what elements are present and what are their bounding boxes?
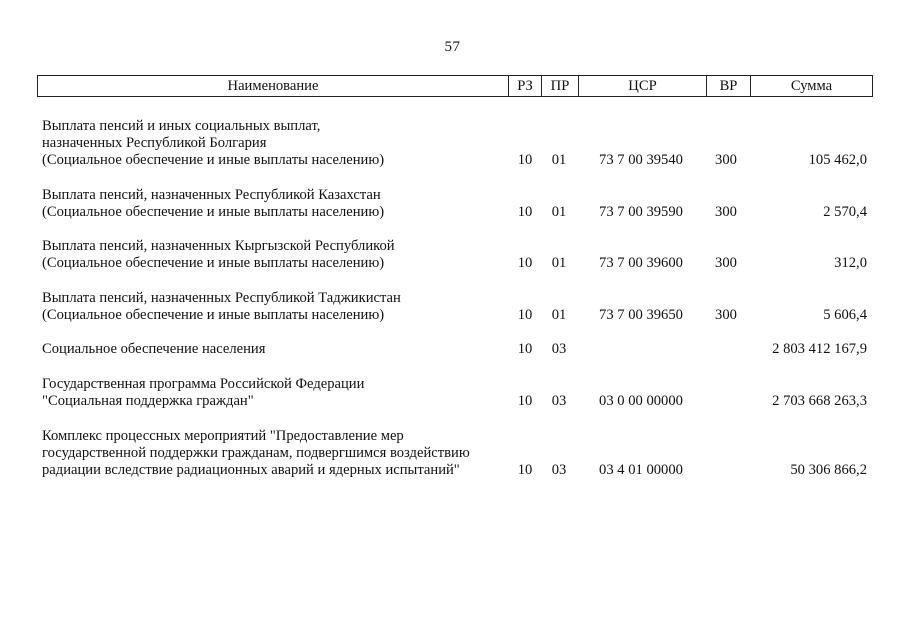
row-sum: 312,0 bbox=[834, 255, 867, 271]
row-pr: 01 bbox=[551, 307, 567, 323]
row-sum: 2 703 668 263,3 bbox=[772, 393, 867, 409]
row-vr: 300 bbox=[715, 307, 737, 323]
header-rz: РЗ bbox=[508, 76, 541, 96]
header-name: Наименование bbox=[227, 78, 319, 95]
row-rz: 10 bbox=[517, 255, 533, 271]
row-pr: 03 bbox=[551, 393, 567, 409]
row-name bbox=[42, 376, 502, 410]
row-name-line: (Социальное обеспечение и иные выплаты населению) bbox=[42, 307, 385, 323]
row-name-line: (Социальное обеспечение и иные выплаты населению) bbox=[42, 204, 385, 220]
row-pr: 01 bbox=[551, 152, 567, 168]
row-vr: 300 bbox=[715, 152, 737, 168]
header-pr: ПР bbox=[541, 76, 578, 96]
row-pr: 03 bbox=[551, 462, 567, 478]
row-csr: 73 7 00 39540 bbox=[599, 152, 683, 168]
row-name-line: Комплекс процессных мероприятий "Предоставление мер bbox=[42, 428, 404, 444]
row-name-line: (Социальное обеспечение и иные выплаты населению) bbox=[42, 152, 385, 168]
row-name bbox=[42, 118, 502, 169]
row-sum: 2 570,4 bbox=[823, 204, 867, 220]
row-sum: 2 803 412 167,9 bbox=[772, 341, 867, 357]
row-pr: 03 bbox=[551, 341, 567, 357]
row-csr: 73 7 00 39590 bbox=[599, 204, 683, 220]
row-sum: 105 462,0 bbox=[808, 152, 867, 168]
row-sum: 50 306 866,2 bbox=[790, 462, 867, 478]
row-name-line: Выплата пенсий, назначенных Республикой Казахстан bbox=[42, 187, 381, 203]
row-rz: 10 bbox=[517, 152, 533, 168]
row-csr: 73 7 00 39600 bbox=[599, 255, 683, 271]
row-name-line: Выплата пенсий и иных социальных выплат, bbox=[42, 118, 321, 134]
page-number: 57 bbox=[444, 39, 461, 55]
row-name bbox=[42, 238, 502, 272]
row-pr: 01 bbox=[551, 255, 567, 271]
header-sum: Сумма bbox=[750, 76, 872, 96]
row-csr: 03 4 01 00000 bbox=[599, 462, 683, 478]
row-rz: 10 bbox=[517, 341, 533, 357]
row-name-line: назначенных Республикой Болгария bbox=[42, 135, 267, 151]
row-name bbox=[42, 290, 502, 324]
row-csr: 03 0 00 00000 bbox=[599, 393, 683, 409]
row-rz: 10 bbox=[517, 462, 533, 478]
row-name bbox=[42, 428, 502, 479]
row-name-line: радиации вследствие радиационных аварий и ядерных испытаний" bbox=[42, 462, 460, 478]
row-name-line: Социальное обеспечение населения bbox=[42, 341, 266, 357]
header-vr: ВР bbox=[706, 76, 750, 96]
row-csr: 73 7 00 39650 bbox=[599, 307, 683, 323]
row-rz: 10 bbox=[517, 307, 533, 323]
row-name-line: государственной поддержки гражданам, подвергшимся воздействию bbox=[42, 445, 470, 461]
row-vr: 300 bbox=[715, 255, 737, 271]
row-rz: 10 bbox=[517, 393, 533, 409]
row-name bbox=[42, 341, 502, 358]
header-csr: ЦСР bbox=[578, 76, 706, 96]
row-vr: 300 bbox=[715, 204, 737, 220]
row-name-line: Выплата пенсий, назначенных Кыргызской Республикой bbox=[42, 238, 395, 254]
row-name-line: (Социальное обеспечение и иные выплаты населению) bbox=[42, 255, 385, 271]
row-rz: 10 bbox=[517, 204, 533, 220]
row-pr: 01 bbox=[551, 204, 567, 220]
row-name-line: "Социальная поддержка граждан" bbox=[42, 393, 254, 409]
row-name-line: Государственная программа Российской Федерации bbox=[42, 376, 365, 392]
row-name-line: Выплата пенсий, назначенных Республикой Таджикистан bbox=[42, 290, 401, 306]
table-header bbox=[37, 75, 873, 97]
row-sum: 5 606,4 bbox=[823, 307, 867, 323]
row-name bbox=[42, 187, 502, 221]
